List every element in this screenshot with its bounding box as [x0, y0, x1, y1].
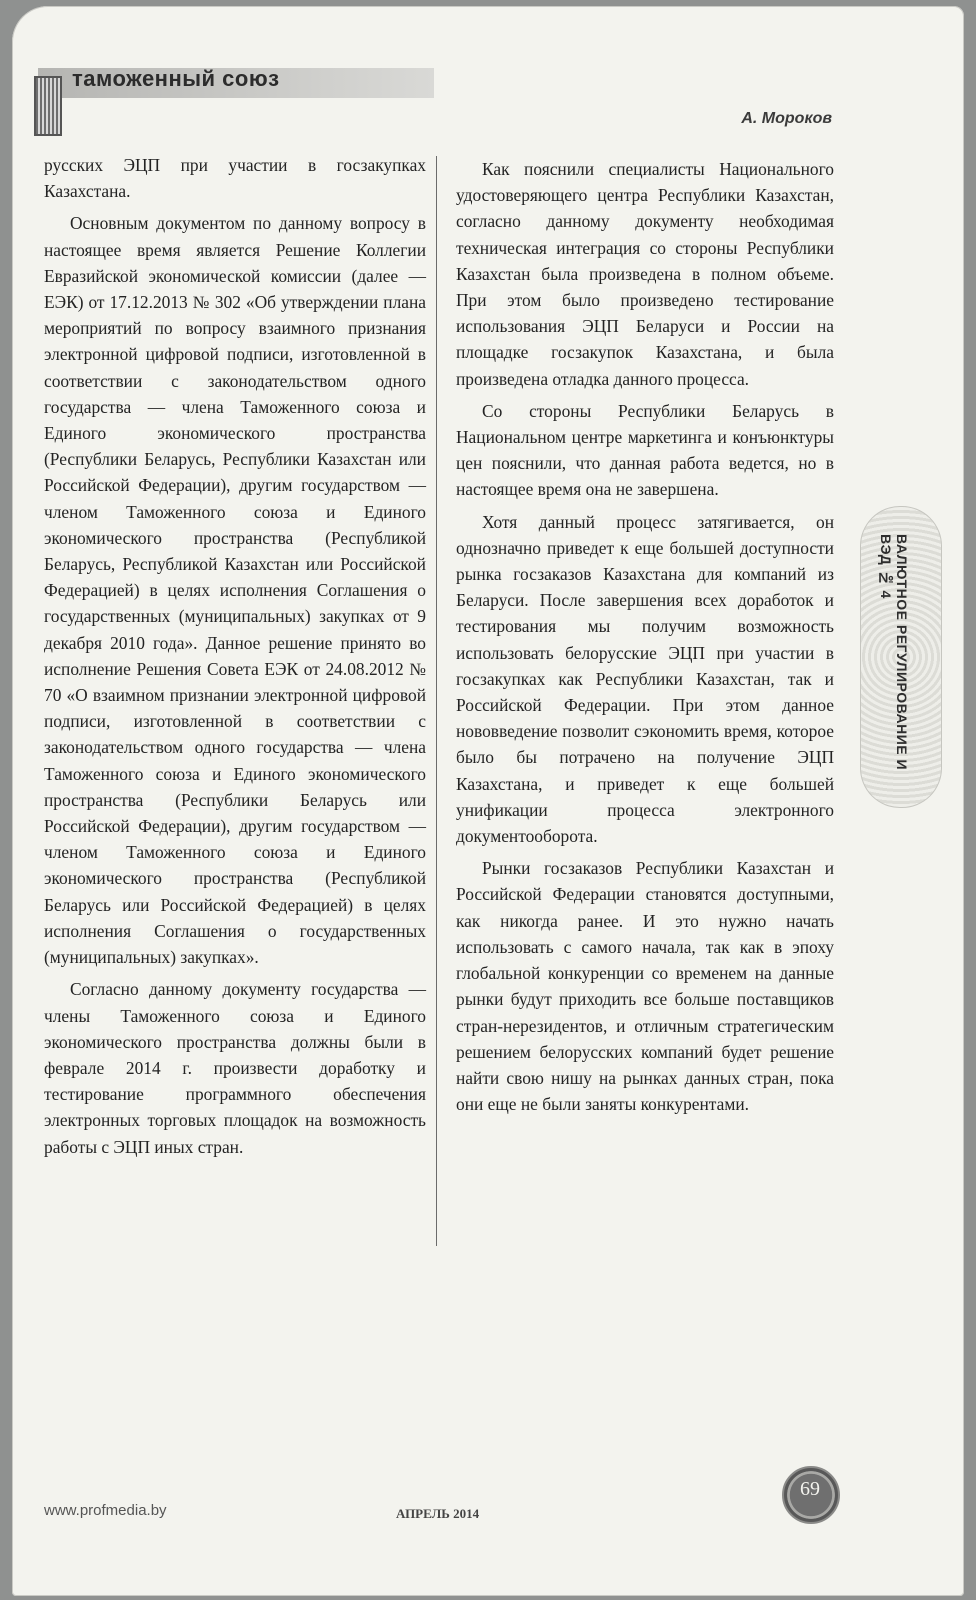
right-column: [456, 156, 834, 1123]
paragraph: Как пояснили специалисты Национального удостоверяющего центра Республики Казахстан, согласно данному документу необходимая техническая интеграция со стороны Республики Казахстан была произведена в полном объеме. При этом было произведено тестирование использования ЭЦП Беларуси и России на площадке госзакупок Казахстана, и была произведена отладка данного процесса.: [456, 159, 834, 389]
paragraph: русских ЭЦП при участии в госзакупках Казахстана.: [44, 155, 426, 202]
paragraph: Основным документом по данному вопросу в настоящее время является Решение Коллегии Евразийской экономической комиссии (далее — ЕЭК) от 17.12.2013 № 302 «Об утверждении плана мероприятий по вопросу взаимного признания электронной цифровой подписи, изготовленной в соответствии с законодательством одного государства — члена Таможенного союза и Единого экономического пространства (Республики Беларусь, Республики Казахстан или Российской Федерации), другим государством — членом Таможенного союза и Единого экономического пространства (Республикой Беларусь, Республикой Казахстан или Российской Федерацией) в целях исполнения Соглашения о государственных (муниципальных) закупках от 9 декабря 2010 года». Данное решение принято во исполнение Решения Совета ЕЭК от 24.08.2012 № 70 «О взаимном признании электронной цифровой подписи, изготовленной в соответствии с законодательством одного государства — члена Таможенного союза и Единого экономического пространства (Республики Беларусь или Российской Федерации), другим государством — членом Таможенного союза и Единого экономического пространства (Республикой Беларусь или Российской Федерацией) в целях исполнения Соглашения о государственных (муниципальных) закупках».: [44, 213, 426, 968]
column-divider: [436, 156, 437, 1246]
paragraph: Рынки госзаказов Республики Казахстан и Российской Федерации становятся доступными, как никогда ранее. И это нужно начать использовать с самого начала, так как в эпоху глобальной конкуренции со временем на данные рынки будут приходить все больше поставщиков стран-нерезидентов, и отличным стратегическим решением белорусских компаний будет решение найти свою нишу на рынках данных стран, пока они еще не были заняты конкурентами.: [456, 858, 834, 1115]
author-name: А. Мороков: [741, 110, 832, 127]
paragraph: Хотя данный процесс затягивается, он однозначно приведет к еще большей доступности рынка госзаказов Казахстана для компаний из Беларуси. После завершения всех доработок и тестирования мы получим возможность использовать белорусские ЭЦП при участии в госзакупках как Республики Казахстан, так и Российской Федерации. При этом данное нововведение позволит сэкономить время, которое было бы потрачено на получение ЭЦП Казахстана, и приведет к еще большей унификации процесса электронного документооборота.: [456, 511, 834, 847]
footer-date: АПРЕЛЬ 2014: [396, 1506, 480, 1521]
book-icon: [34, 76, 62, 136]
side-tab-label: ВАЛЮТНОЕ РЕГУЛИРОВАНИЕ И ВЭД № 4: [878, 534, 910, 771]
page-number: 69: [800, 1478, 820, 1500]
paragraph: Согласно данному документу государства — члены Таможенного союза и Единого экономического пространства должны были в феврале 2014 г. произвести доработку и тестирование программного обеспечения электронных торговых площадок на возможность работы с ЭЦП иных стран.: [44, 979, 426, 1157]
paragraph: Со стороны Республики Беларусь в Национальном центре маркетинга и конъюнктуры цен пояснили, что данная работа ведется, но в настоящее время она не завершена.: [456, 400, 834, 500]
magazine-page: [12, 6, 964, 1596]
footer-url: www.profmedia.by: [44, 1502, 167, 1519]
left-column: [44, 152, 426, 1166]
section-title: таможенный союз: [72, 66, 280, 91]
